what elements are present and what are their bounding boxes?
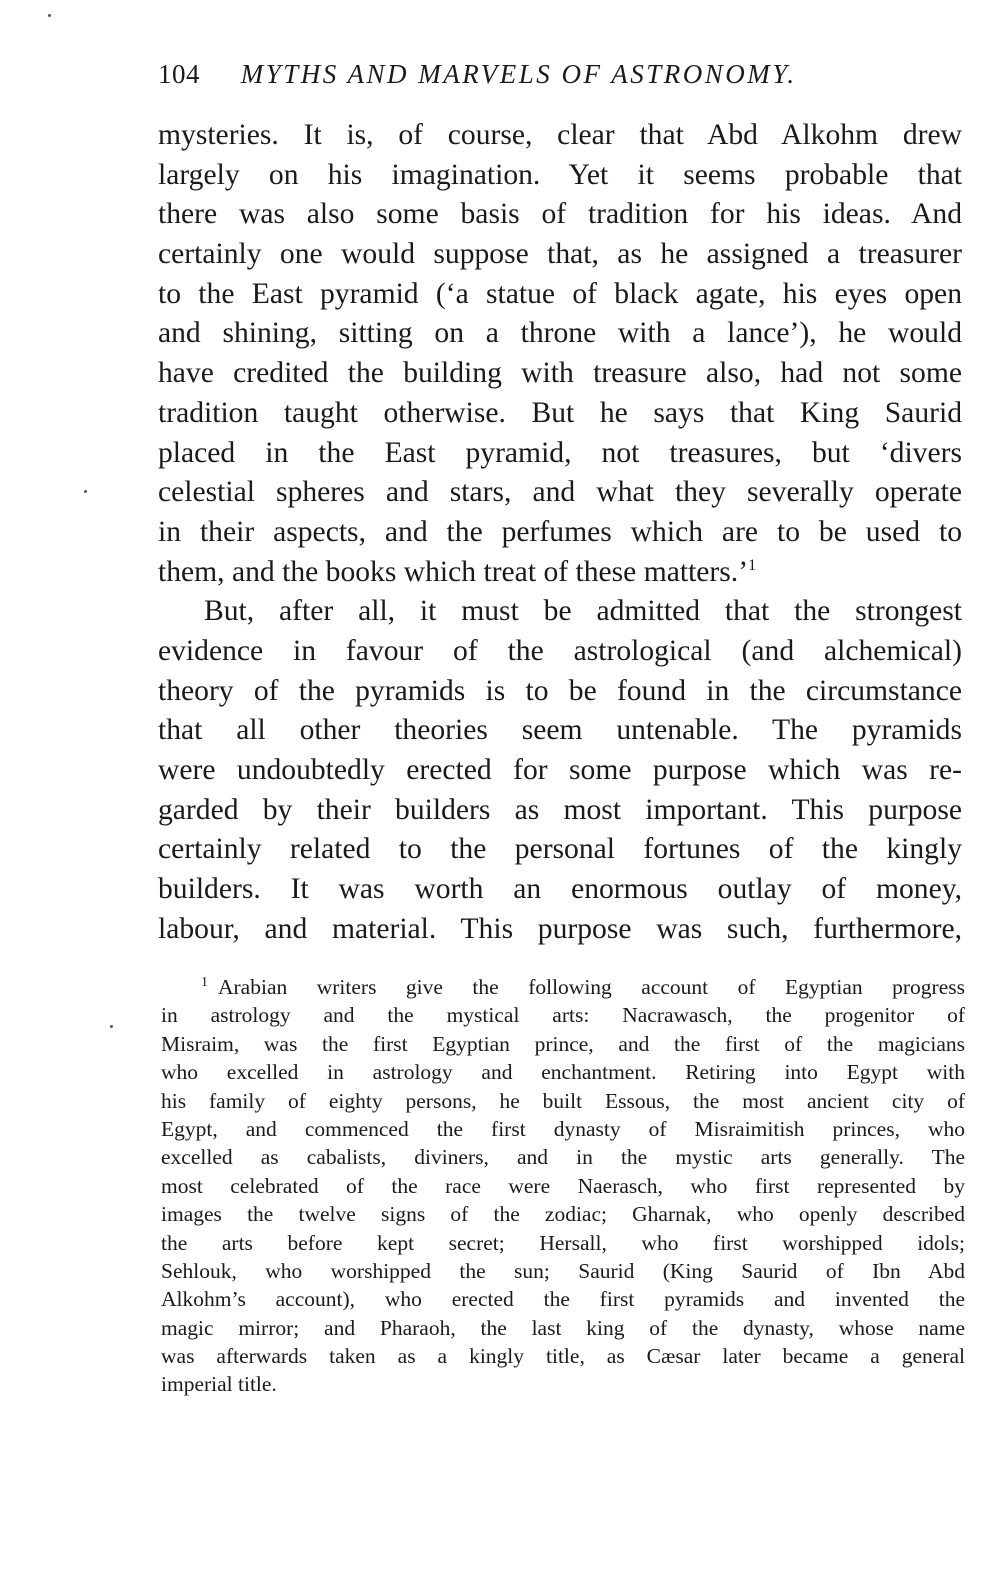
text-line: builders. It was worth an enormous outlay of money, (158, 873, 962, 906)
text-line: theory of the pyramids is to be found in the circumstance (158, 674, 962, 707)
text-line-with-footnote (158, 553, 962, 593)
footnote-line: who excelled in astrology and enchantment. Retiring into Egypt with (161, 1060, 965, 1085)
page-speck (48, 14, 51, 17)
footnote-line: magic mirror; and Pharaoh, the last king of the dynasty, whose name (161, 1315, 965, 1340)
footnote-line: his family of eighty persons, he built Essous, the most ancient city of (161, 1088, 965, 1113)
text-line: mysteries. It is, of course, clear that Abd Alkohm drew (158, 119, 962, 151)
footnote-reference: 1 (748, 556, 757, 574)
text-line: certainly one would suppose that, as he assigned a treasurer (158, 238, 962, 271)
text-line: certainly related to the personal fortunes of the kingly (158, 833, 962, 866)
text-line: celestial spheres and stars, and what they severally operate (158, 476, 962, 509)
text-line: largely on his imagination. Yet it seems probable that (158, 158, 962, 191)
text-line: garded by their builders as most important. This purpose (158, 793, 962, 826)
text-line: placed in the East pyramid, not treasures, but ‘divers (158, 436, 962, 469)
text-line: have credited the building with treasure also, had not some (158, 357, 962, 390)
footnote-line: in astrology and the mystical arts: Nacrawasch, the progenitor of (161, 1003, 965, 1028)
footnote-first-line (161, 973, 965, 1001)
page-speck (110, 1025, 113, 1028)
text-line-content: them, and the books which treat of these matters.’ (158, 555, 749, 588)
text-line: there was also some basis of tradition for his ideas. And (158, 198, 962, 231)
footnote-line: Alkohm’s account), who erected the first pyramids and invented the (161, 1287, 965, 1312)
running-title: MYTHS AND MARVELS OF ASTRONOMY. (240, 59, 797, 89)
text-line: evidence in favour of the astrological (and alchemical) (158, 634, 962, 667)
footnote-line: excelled as cabalists, diviners, and in the mystic arts generally. The (161, 1145, 965, 1170)
footnote-line: most celebrated of the race were Naerasch, who first represented by (161, 1173, 965, 1198)
text-line: tradition taught otherwise. But he says that King Saurid (158, 396, 962, 429)
page-speck (84, 490, 87, 493)
text-line: to the East pyramid (‘a statue of black agate, his eyes open (158, 277, 962, 310)
footnote-line: was afterwards taken as a kingly title, as Cæsar later became a general (161, 1344, 965, 1369)
page-header (158, 56, 958, 92)
text-line: that all other theories seem untenable. The pyramids (158, 714, 962, 747)
footnote-line: the arts before kept secret; Hersall, who first worshipped idols; (161, 1230, 965, 1255)
footnote-line: Egypt, and commenced the first dynasty of Misraimitish princes, who (161, 1116, 965, 1141)
text-line: were undoubtedly erected for some purpose which was re- (158, 754, 962, 786)
footnote-marker: 1 (201, 974, 208, 990)
text-line: labour, and material. This purpose was such, furthermore, (158, 912, 962, 945)
footnote-line: imperial title. (161, 1372, 277, 1397)
text-line: and shining, sitting on a throne with a lance’), he would (158, 317, 962, 350)
page-number: 104 (158, 59, 200, 89)
footnote-line-content: Arabian writers give the following account of Egyptian progress (218, 975, 965, 999)
main-text (158, 116, 962, 949)
footnote-line: Sehlouk, who worshipped the sun; Saurid (King Saurid of Ibn Abd (161, 1258, 965, 1283)
footnote (161, 973, 965, 1399)
text-line: in their aspects, and the perfumes which are to be used to (158, 515, 962, 548)
footnote-line: Misraim, was the first Egyptian prince, and the first of the magicians (161, 1031, 965, 1056)
paragraph-start-line: But, after all, it must be admitted that the strongest (204, 595, 962, 628)
footnote-line: images the twelve signs of the zodiac; Gharnak, who openly described (161, 1202, 965, 1227)
